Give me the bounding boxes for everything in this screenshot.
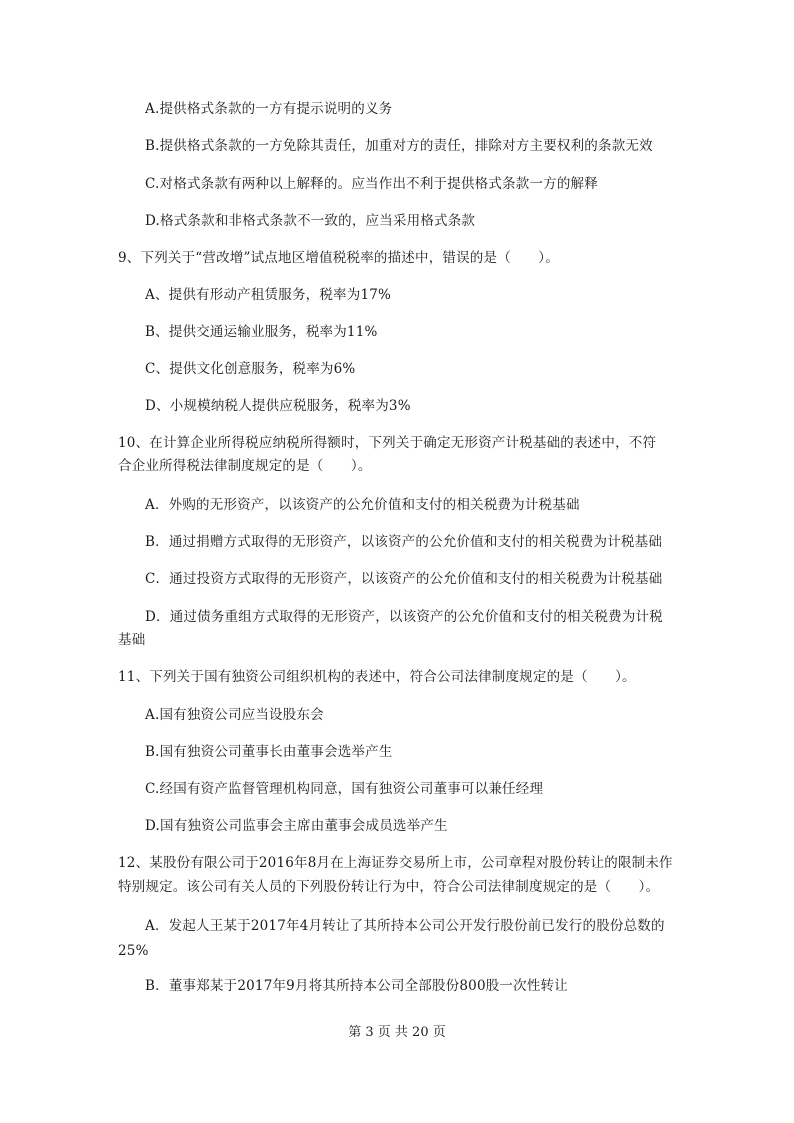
option-line: C.经国有资产监督管理机构同意，国有独资公司董事可以兼任经理 [145,781,544,797]
option-line: B.提供格式条款的一方免除其责任，加重对方的责任，排除对方主要权利的条款无效 [145,138,653,154]
option-line: B．董事郑某于2017年9月将其所持本公司全部股份800股一次性转让 [145,978,568,994]
option-line: D、小规模纳税人提供应税服务，税率为3% [145,398,411,414]
option-line: 25% [118,943,149,959]
option-line: A.提供格式条款的一方有提示说明的义务 [145,101,393,117]
question-line: 9、下列关于“营改增”试点地区增值税税率的描述中，错误的是（ ）。 [118,250,559,266]
question-line: 10、在计算企业所得税应纳税所得额时，下列关于确定无形资产计税基础的表述中，不符 [118,435,657,451]
question-line: 11、下列关于国有独资公司组织机构的表述中，符合公司法律制度规定的是（ ）。 [118,669,636,685]
option-line: C．通过投资方式取得的无形资产，以该资产的公允价值和支付的相关税费为计税基础 [145,571,663,587]
option-line: D.格式条款和非格式条款不一致的，应当采用格式条款 [145,213,476,229]
question-line: 12、某股份有限公司于2016年8月在上海证券交易所上市，公司章程对股份转让的限制未作 [118,855,673,871]
option-line: A.国有独资公司应当设股东会 [145,707,324,723]
option-line: D.国有独资公司监事会主席由董事会成员选举产生 [145,818,448,834]
page-footer: 第 3 页 共 20 页 [348,1025,446,1040]
option-line: C.对格式条款有两种以上解释的。应当作出不利于提供格式条款一方的解释 [145,176,598,192]
option-line: A．外购的无形资产，以该资产的公允价值和支付的相关税费为计税基础 [145,497,580,513]
option-line: D．通过债务重组方式取得的无形资产，以该资产的公允价值和支付的相关税费为计税 [145,609,663,625]
question-line: 特别规定。该公司有关人员的下列股份转让行为中，符合公司法律制度规定的是（ ）。 [118,879,660,895]
option-line: A、提供有形动产租赁服务，税率为17% [145,287,392,303]
option-line: A．发起人王某于2017年4月转让了其所持本公司公开发行股份前已发行的股份总数的 [145,918,665,934]
option-line: C、提供文化创意服务，税率为6% [145,361,356,377]
option-line: B.国有独资公司董事长由董事会选举产生 [145,744,393,760]
question-line: 合企业所得税法律制度规定的是（ ）。 [118,458,372,474]
option-line: B、提供交通运输业服务，税率为11% [145,324,378,340]
option-line: B．通过捐赠方式取得的无形资产，以该资产的公允价值和支付的相关税费为计税基础 [145,534,663,550]
option-line: 基础 [118,632,146,648]
